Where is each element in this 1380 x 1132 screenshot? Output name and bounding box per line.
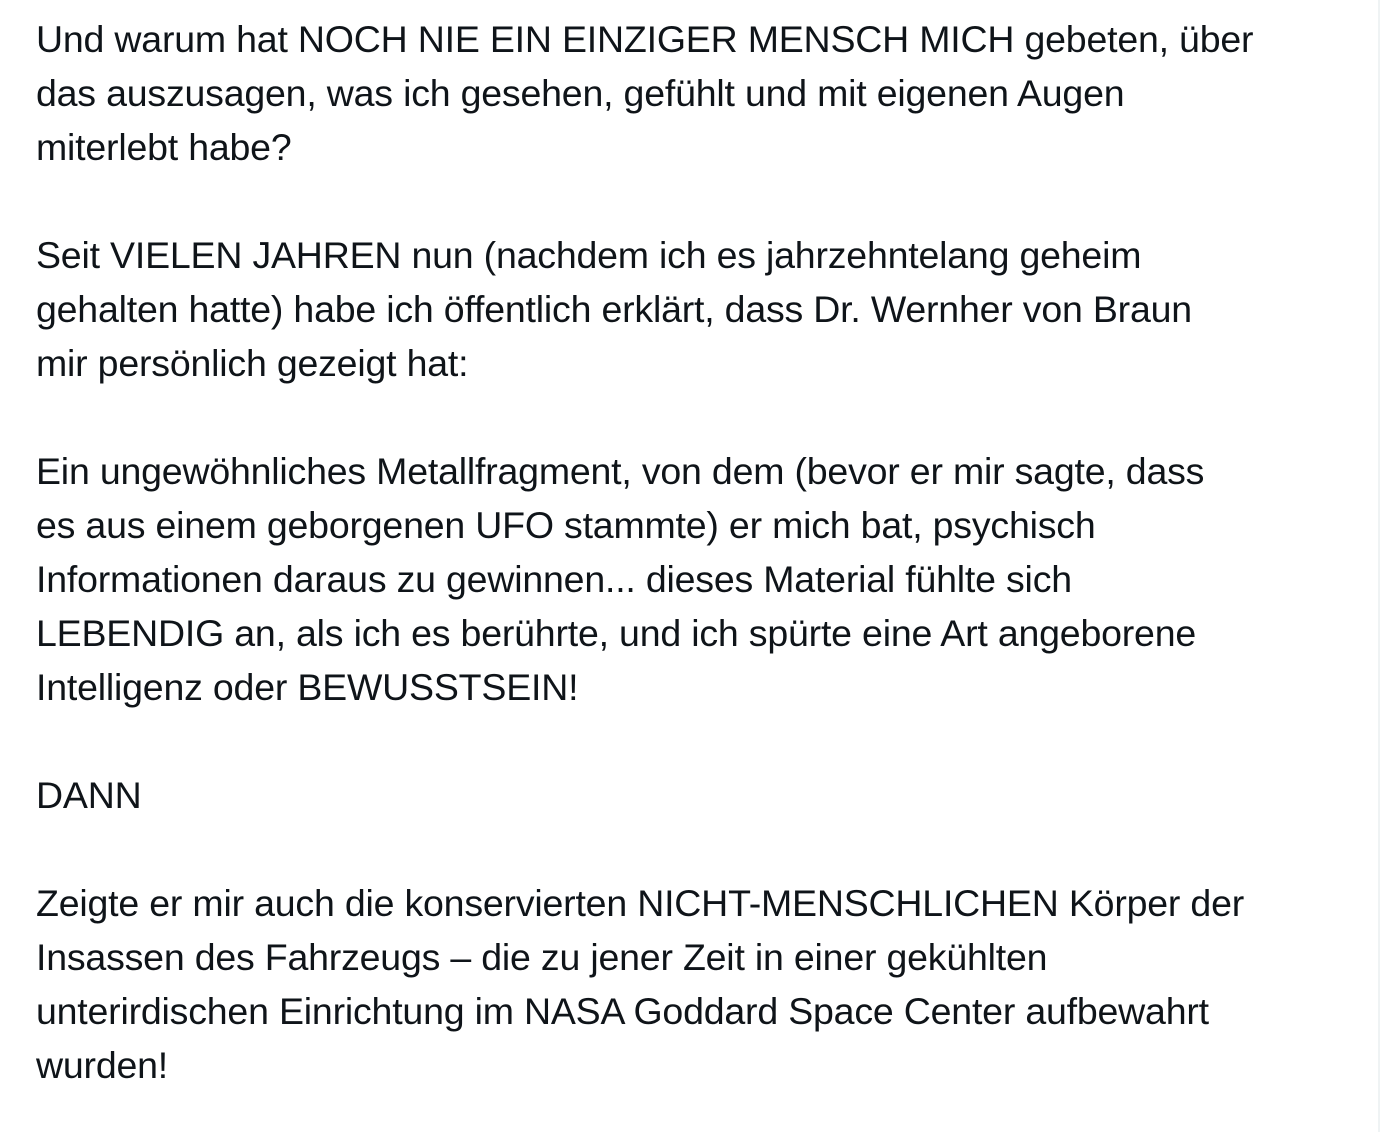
post-text xyxy=(36,12,1336,1092)
post-paragraph: Ein ungewöhnliches Metallfragment, von dem (bevor er mir sagte, dass es aus einem geborgenen UFO stammte) er mich bat, psychisch Informationen daraus zu gewinnen... dieses Material fühlte sich LEBENDIG an, als ich es berührte, und ich spürte eine Art angeborene Intelligenz oder BEWUSSTSEIN! xyxy=(36,450,1205,708)
post-paragraph: DANN xyxy=(36,774,142,816)
post-paragraph: Seit VIELEN JAHREN nun (nachdem ich es jahrzehntelang geheim gehalten hatte) habe ich öffentlich erklärt, dass Dr. Wernher von Braun mir persönlich gezeigt hat: xyxy=(36,234,1192,384)
post-paragraph: Zeigte er mir auch die konservierten NICHT-MENSCHLICHEN Körper der Insassen des Fahrzeugs – die zu jener Zeit in einer gekühlten unterirdischen Einrichtung im NASA Goddard Space Center aufbewahrt wurden! xyxy=(36,882,1245,1086)
post-paragraph: Und warum hat NOCH NIE EIN EINZIGER MENSCH MICH gebeten, über das auszusagen, was ich gesehen, gefühlt und mit eigenen Augen miterlebt habe? xyxy=(36,18,1254,168)
